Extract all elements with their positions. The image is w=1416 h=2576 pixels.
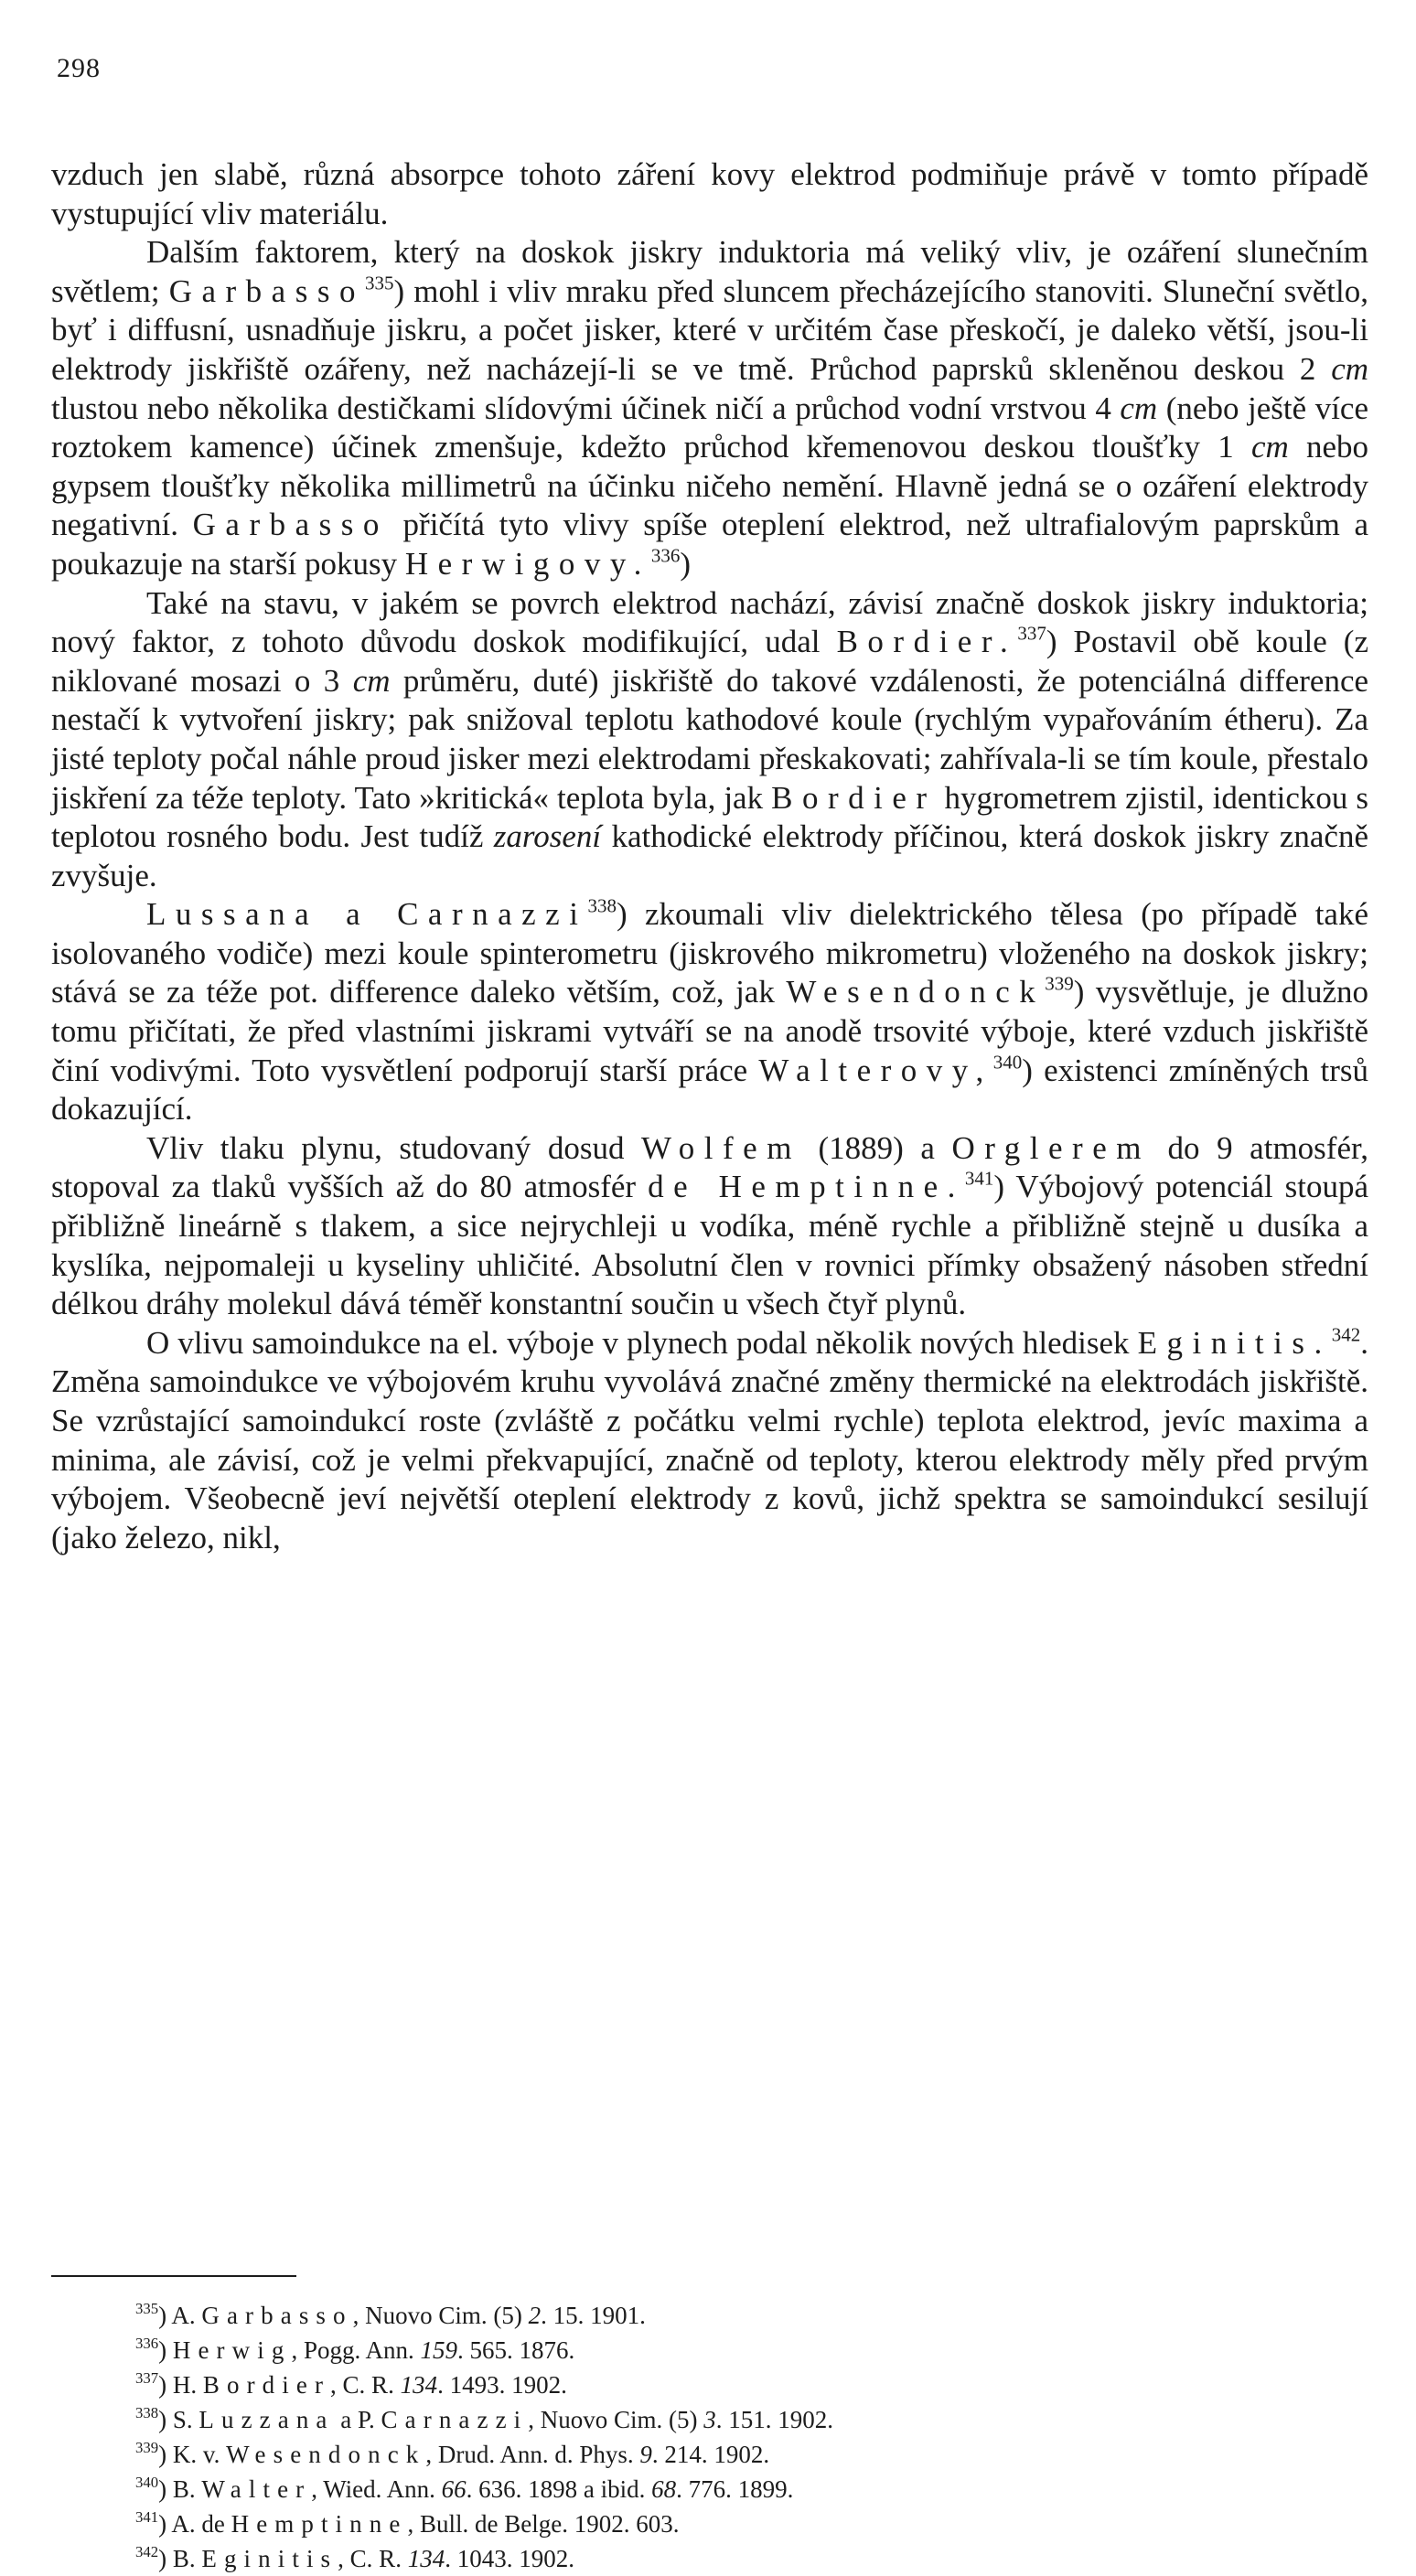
italic-text: 3 — [703, 2406, 716, 2433]
spaced-name: Carnazzi — [381, 2406, 529, 2433]
spaced-name: Lussana a Carnazzi — [146, 896, 588, 933]
footnote — [135, 2402, 1233, 2437]
italic-text: 134 — [400, 2371, 438, 2399]
text-run: , Nuovo Cim. (5) — [352, 2302, 529, 2329]
italic-text: 159 — [420, 2336, 457, 2364]
spaced-name: Walter — [201, 2475, 312, 2503]
text-run: . 15. 1901. — [541, 2302, 646, 2329]
footnote-ref: 341 — [135, 2508, 159, 2527]
italic-text: cm — [1120, 390, 1158, 426]
italic-text: zarosení — [493, 818, 602, 855]
spaced-name: Luzzana — [198, 2406, 335, 2433]
footnote-ref: 336 — [650, 544, 681, 567]
italic-text: 66 — [441, 2475, 467, 2503]
spaced-name: Herwig — [172, 2336, 292, 2364]
text-run: ) zkoumali vliv dielektrického tělesa (po případě také isolovaného vodiče) mezi koule spinterometru (jiskrového mikrometru) vloženého na doskok jiskry; stává se za téže pot. difference daleko větším, což, jak — [51, 896, 1368, 1010]
text-run: ) mohl i vliv mraku před sluncem přecházejícího stanoviti. Sluneční světlo, byť i diffusní, usnadňuje jiskru, a počet jisker, které v určitém čase přeskočí, je daleko větší, jsou-li elektrody jiskřiště ozářeny, než nacházejí-li se ve tmě. Průchod paprsků skleněnou deskou 2 — [51, 273, 1368, 387]
text-run: ) A. de — [158, 2510, 231, 2538]
text-run: (1889) a — [800, 1129, 952, 1166]
paragraph — [51, 155, 1368, 233]
text-run: ) Výbojový potenciál stoupá přibližně lineárně s tlakem, a sice nejrychleji u vodíka, méně rychle a přibližně stejně u dusíka a kyslíka, nejpomaleji u kyseliny uhličité. Absolutní člen v rovnici přímky obsažený násoben střední délkou dráhy molekul dává téměř konstantní součin u všech čtyř plynů. — [51, 1169, 1368, 1322]
text-run: průměru, duté) jiskřiště do takové vzdálenosti, že potenciálná difference nestačí k vytvoření jiskry; pak snižoval teplotu kathodové koule (rychlým vypařováním étheru). Za jisté teploty počal náhle proud jisker mezi elektrodami přeskakovati; zahřívala-li se tím koule, přestalo jiskření za téže teploty. Tato »kritická« teplota byla, jak — [51, 662, 1369, 816]
text-run: Dalším faktorem, který na doskok jiskry induktoria má veliký vliv, je ozáření slunečním světlem; — [51, 234, 1368, 309]
footnote-ref: 338 — [587, 894, 617, 917]
italic-text: 134 — [407, 2545, 445, 2572]
spaced-name: Hemptinne — [231, 2510, 408, 2538]
spaced-name: Garbasso — [168, 273, 365, 309]
footnote-ref: 338 — [135, 2404, 159, 2422]
footnote-ref: 340 — [135, 2474, 159, 2492]
footnote-rule — [51, 2275, 296, 2277]
text-run: ) S. — [158, 2406, 199, 2433]
text-run: . 636. 1898 a ibid. — [466, 2475, 652, 2503]
text-run: nebo gypsem tloušťky několika millimetrů na účinku ničeho nemění. Hlavně jedná se o ozáření elektrody negativní. — [51, 429, 1368, 543]
text-run: . 565. 1876. — [456, 2336, 575, 2364]
text-run: ) Postavil obě koule (z niklované mosazi o 3 — [51, 624, 1368, 699]
spaced-name: Bordier. — [836, 624, 1018, 660]
footnote-ref: 339 — [1045, 972, 1074, 995]
text-run: tlustou nebo několika destičkami slídovými účinek ničí a průchod vodní vrstvou 4 — [51, 390, 1121, 426]
text-run: . 151. 1902. — [715, 2406, 834, 2433]
footnote-ref: 336 — [135, 2335, 159, 2353]
paragraph — [51, 1324, 1368, 1558]
paragraph — [51, 1129, 1368, 1324]
text-run: kathodické elektrody příčinou, která doskok jiskry značně zvyšuje. — [51, 818, 1368, 893]
text-run: ) B. — [158, 2475, 202, 2503]
italic-text: cm — [1250, 429, 1289, 465]
footnote-ref: 339 — [135, 2439, 159, 2457]
text-run: ) existenci zmíněných trsů dokazující. — [51, 1052, 1368, 1128]
text-run: vzduch jen slabě, různá absorpce tohoto záření kovy elektrod podmiňuje právě v tomto případě vystupující vliv materiálu. — [51, 156, 1368, 231]
footnote — [135, 2437, 1233, 2472]
footnote — [135, 2298, 1233, 2333]
footnote — [135, 2507, 1233, 2541]
text-run: ) K. v. — [158, 2441, 227, 2468]
spaced-name: Eginitis. — [1137, 1324, 1332, 1361]
text-run: ) — [680, 545, 691, 582]
spaced-name: Wesendonck — [226, 2441, 426, 2468]
text-run: přičítá tyto vlivy spíše oteplení elektrod, než ultrafialovým paprskům a poukazuje na starší pokusy — [51, 507, 1368, 582]
spaced-name: Herwigovy. — [404, 545, 651, 582]
footnote — [135, 2472, 1233, 2507]
spaced-name: de Hemptinne. — [648, 1169, 965, 1205]
text-run: . 214. 1902. — [651, 2441, 770, 2468]
text-run: hygrometrem zjistil, identickou s teplotou rosného bodu. Jest tudíž — [51, 779, 1368, 855]
footnote — [135, 2333, 1233, 2368]
spaced-name: Wesendonck — [786, 974, 1046, 1010]
spaced-name: Wolfem — [641, 1129, 801, 1166]
text-run: . 1043. 1902. — [445, 2545, 574, 2572]
text-run: ) A. — [158, 2302, 202, 2329]
text-run: ) — [158, 2336, 173, 2364]
paragraph — [51, 233, 1368, 583]
text-run: , Bull. de Belge. 1902. 603. — [407, 2510, 680, 2538]
paragraph — [51, 895, 1368, 1129]
text-run: . 776. 1899. — [676, 2475, 794, 2503]
text-run: , Pogg. Ann. — [291, 2336, 421, 2364]
spaced-name: Garbasso — [192, 507, 389, 543]
text-run: , Drud. Ann. d. Phys. — [425, 2441, 640, 2468]
footnote — [135, 2368, 1233, 2402]
spaced-name: Eginitis — [201, 2545, 338, 2572]
footnote-ref: 337 — [1017, 622, 1046, 645]
text-run: Vliv tlaku plynu, studovaný dosud — [146, 1129, 642, 1166]
footnotes — [135, 2298, 1233, 2576]
text-run: , Nuovo Cim. (5) — [528, 2406, 704, 2433]
text-run: ) B. — [158, 2545, 202, 2572]
paragraph — [51, 584, 1368, 896]
spaced-name: Garbasso — [201, 2302, 353, 2329]
italic-text: cm — [1331, 350, 1368, 387]
text-run: a P. — [334, 2406, 381, 2433]
spaced-name: Bordier — [771, 779, 937, 816]
footnote-ref: 342 — [1331, 1323, 1361, 1346]
spaced-name: Bordier — [202, 2371, 331, 2399]
spaced-name: Orglerem — [951, 1129, 1151, 1166]
footnote-ref: 340 — [992, 1051, 1023, 1074]
italic-text: 68 — [651, 2475, 677, 2503]
text-run: (nebo ještě více roztokem kamence) účinek zmenšuje, kdežto průchod křemenovou deskou tloušťky 1 — [51, 390, 1368, 465]
text-run: . 1493. 1902. — [437, 2371, 567, 2399]
footnote-ref: 341 — [964, 1167, 994, 1190]
page-number: 298 — [57, 53, 101, 83]
footnote-ref: 342 — [135, 2543, 159, 2561]
italic-text: 9 — [639, 2441, 652, 2468]
footnote — [135, 2541, 1233, 2576]
italic-text: 2 — [528, 2302, 542, 2329]
text-run: , Wied. Ann. — [311, 2475, 442, 2503]
text-run: . Změna samoindukce ve výbojovém kruhu vyvolává značné změny thermické na elektrodách jiskřiště. Se vzrůstající samoindukcí roste (zvláště z počátku velmi rychle) teplota elektrod, jevíc maxima a minima, ale závisí, což je velmi překvapující, značně od teploty, kterou elektrody měly před prvým výbojem. Všeobecně jeví největší oteplení elektrody z kovů, jichž spektra se samoindukcí sesilují (jako železo, nikl, — [51, 1324, 1368, 1555]
text-run: O vlivu samoindukce na el. výboje v plynech podal několik nových hledisek — [146, 1324, 1138, 1361]
body-text — [51, 155, 1368, 1557]
footnote-ref: 335 — [135, 2300, 159, 2318]
text-run: ) vysvětluje, je dlužno tomu přičítati, že před vlastními jiskrami vytváří se na anodě trsovité výboje, které vzduch jiskřiště činí vodivými. Toto vysvětlení podporují starší práce — [51, 974, 1368, 1088]
footnote-ref: 335 — [364, 272, 394, 294]
italic-text: cm — [352, 662, 391, 699]
text-run: , C. R. — [338, 2545, 408, 2572]
text-run: do 9 atmosfér, stopoval za tlaků vyšších až do 80 atmosfér — [51, 1129, 1368, 1205]
spaced-name: Walterovy, — [758, 1052, 993, 1088]
text-run: , C. R. — [330, 2371, 401, 2399]
text-run: Také na stavu, v jakém se povrch elektrod nachází, závisí značně doskok jiskry induktoria; nový faktor, z tohoto důvodu doskok modifikující, udal — [51, 584, 1368, 660]
footnote-ref: 337 — [135, 2369, 159, 2388]
text-run: ) H. — [158, 2371, 203, 2399]
